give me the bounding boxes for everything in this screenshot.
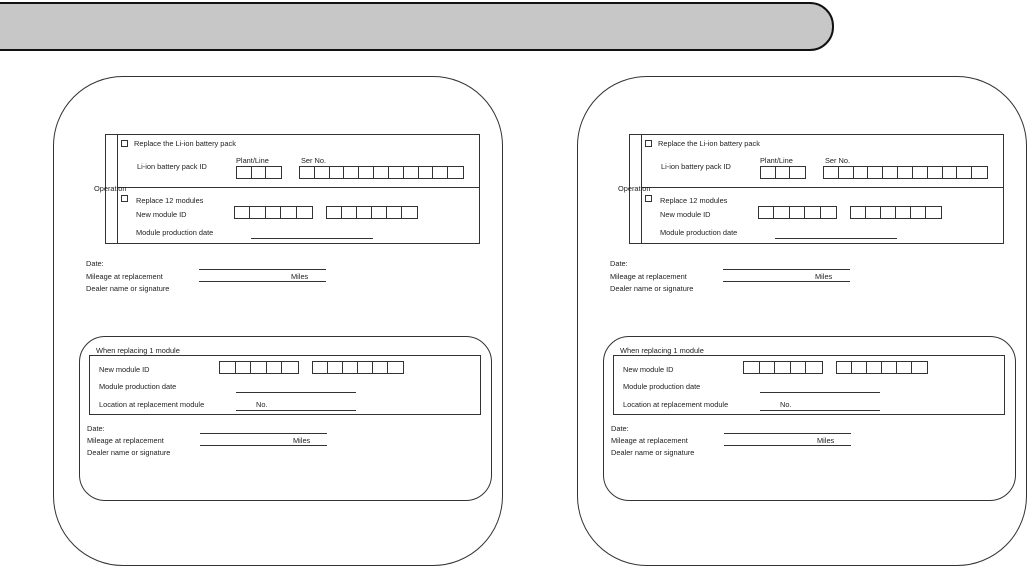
operation-label: Operation — [94, 184, 127, 193]
ser-no-label: Ser No. — [825, 156, 851, 165]
location-line[interactable] — [236, 410, 356, 411]
replace-modules-checkbox[interactable] — [645, 195, 652, 202]
location-label: Location at replacement module — [99, 400, 205, 409]
location-label: Location at replacement module — [623, 400, 729, 409]
one-module-production-date-line[interactable] — [760, 392, 880, 393]
operation-table — [94, 134, 480, 244]
pack-id-label: Li-ion battery pack ID — [137, 162, 207, 171]
one-module-production-date-line[interactable] — [236, 392, 356, 393]
operation-table — [618, 134, 1004, 244]
module-production-date-label: Module production date — [660, 228, 738, 237]
mileage-line[interactable] — [199, 281, 326, 282]
operation-label: Operation — [618, 184, 651, 193]
one-mileage-line[interactable] — [724, 445, 851, 446]
one-mileage-line[interactable] — [200, 445, 327, 446]
new-module-id-label: New module ID — [136, 210, 187, 219]
plant-line-boxes[interactable] — [236, 166, 282, 179]
one-mileage-label: Mileage at replacement — [87, 436, 164, 445]
one-dealer-label: Dealer name or signature — [87, 448, 171, 457]
header-tab — [0, 2, 834, 51]
one-module-title: When replacing 1 module — [96, 346, 180, 355]
one-module-id-boxes-a[interactable] — [219, 361, 299, 374]
pack-id-label: Li-ion battery pack ID — [661, 162, 731, 171]
operation-row-divider — [117, 187, 479, 188]
date-line[interactable] — [199, 269, 326, 270]
plant-line-label: Plant/Line — [236, 156, 269, 165]
replace-pack-label: Replace the Li-ion battery pack — [134, 139, 236, 148]
one-module-id-boxes-a[interactable] — [743, 361, 823, 374]
one-module-production-date-label: Module production date — [99, 382, 177, 391]
mileage-label: Mileage at replacement — [86, 272, 163, 281]
one-module-section — [603, 336, 1016, 501]
one-module-title: When replacing 1 module — [620, 346, 704, 355]
module-id-boxes-a[interactable] — [234, 206, 313, 219]
module-production-date-line[interactable] — [251, 238, 373, 239]
plant-line-label: Plant/Line — [760, 156, 793, 165]
replace-modules-checkbox[interactable] — [121, 195, 128, 202]
location-no: No. — [256, 400, 268, 409]
replace-pack-checkbox[interactable] — [645, 140, 652, 147]
module-production-date-label: Module production date — [136, 228, 214, 237]
date-label: Date: — [610, 259, 628, 268]
one-module-section — [79, 336, 492, 501]
replace-modules-label: Replace 12 modules — [136, 196, 204, 205]
operation-row-divider — [641, 187, 1003, 188]
date-line[interactable] — [723, 269, 850, 270]
new-module-id-label: New module ID — [660, 210, 711, 219]
one-mileage-label: Mileage at replacement — [611, 436, 688, 445]
ser-no-boxes[interactable] — [823, 166, 988, 179]
module-production-date-line[interactable] — [775, 238, 897, 239]
one-module-id-boxes-b[interactable] — [312, 361, 404, 374]
module-id-boxes-a[interactable] — [758, 206, 837, 219]
ser-no-boxes[interactable] — [299, 166, 464, 179]
ser-no-label: Ser No. — [301, 156, 327, 165]
location-line[interactable] — [760, 410, 880, 411]
one-date-line[interactable] — [724, 433, 851, 434]
replace-pack-checkbox[interactable] — [121, 140, 128, 147]
date-label: Date: — [86, 259, 104, 268]
one-module-table — [613, 355, 1005, 415]
one-module-production-date-label: Module production date — [623, 382, 701, 391]
one-new-module-id-label: New module ID — [623, 365, 674, 374]
one-date-label: Date: — [611, 424, 629, 433]
dealer-label: Dealer name or signature — [86, 284, 170, 293]
mileage-label: Mileage at replacement — [610, 272, 687, 281]
one-date-label: Date: — [87, 424, 105, 433]
one-miles-unit: Miles — [293, 436, 311, 445]
mileage-line[interactable] — [723, 281, 850, 282]
one-date-line[interactable] — [200, 433, 327, 434]
dealer-label: Dealer name or signature — [610, 284, 694, 293]
one-dealer-label: Dealer name or signature — [611, 448, 695, 457]
location-no: No. — [780, 400, 792, 409]
replace-modules-label: Replace 12 modules — [660, 196, 728, 205]
one-module-id-boxes-b[interactable] — [836, 361, 928, 374]
module-id-boxes-b[interactable] — [326, 206, 418, 219]
one-new-module-id-label: New module ID — [99, 365, 150, 374]
form-page-right — [577, 76, 1027, 566]
miles-unit: Miles — [815, 272, 833, 281]
form-page-left — [53, 76, 503, 566]
module-id-boxes-b[interactable] — [850, 206, 942, 219]
plant-line-boxes[interactable] — [760, 166, 806, 179]
miles-unit: Miles — [291, 272, 309, 281]
replace-pack-label: Replace the Li-ion battery pack — [658, 139, 760, 148]
one-miles-unit: Miles — [817, 436, 835, 445]
one-module-table — [89, 355, 481, 415]
